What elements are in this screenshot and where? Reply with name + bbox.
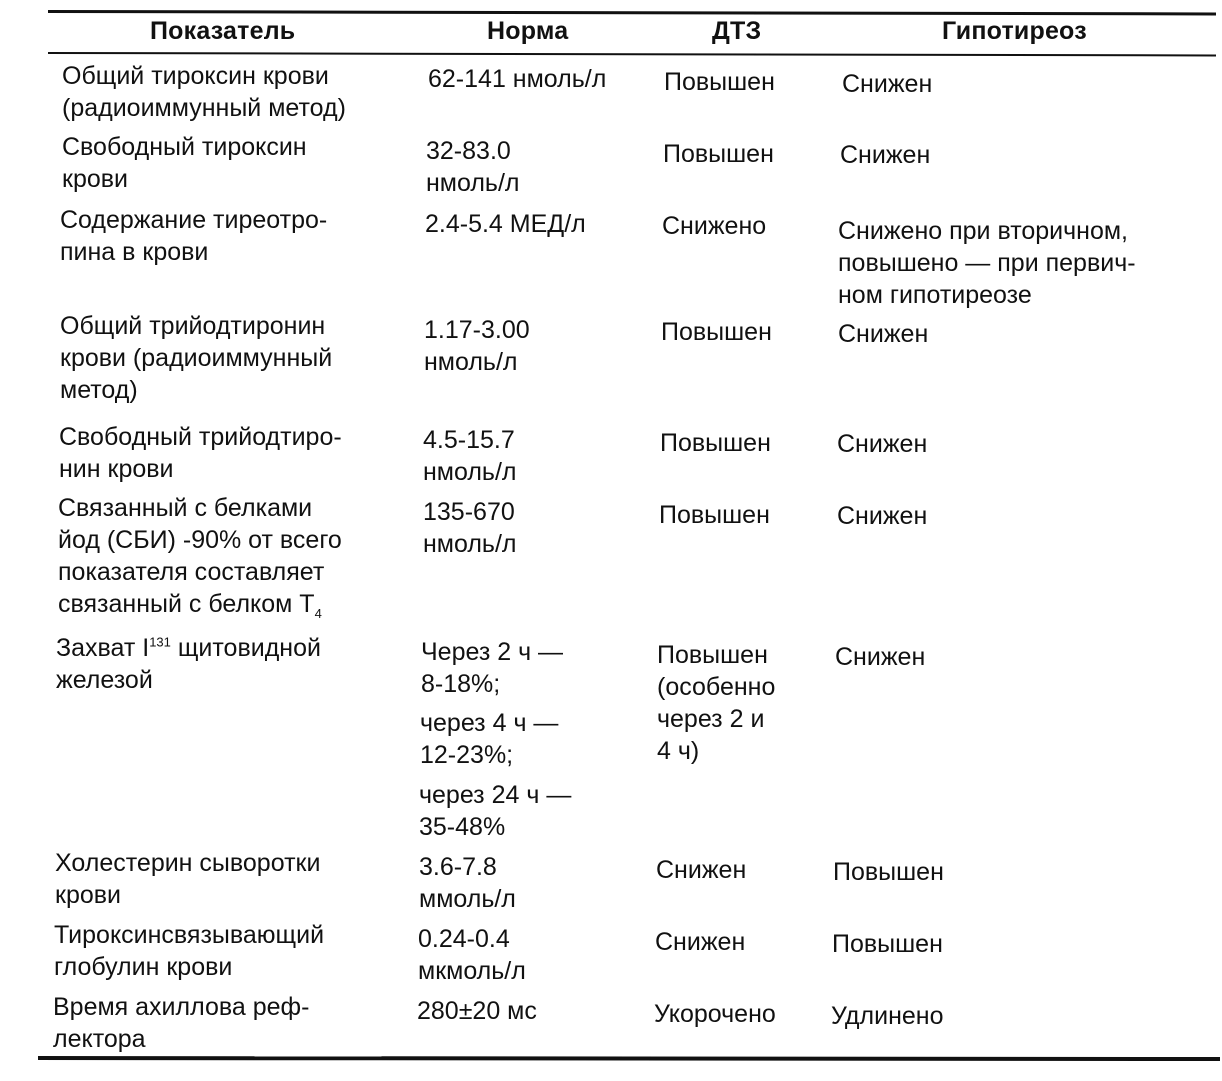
- indicator-subscript: 4: [314, 606, 322, 621]
- dtz-cell: Укорочено: [654, 1000, 776, 1028]
- indicator-cell: Время ахиллова реф- лектора: [53, 993, 310, 1053]
- hypothyroidism-cell: Снижен: [842, 70, 933, 98]
- indicator-cell: [56, 632, 416, 696]
- hypothyroidism-cell: Снижено при вторичном, повышено — при первич- ном гипотиреозе: [838, 217, 1136, 309]
- dtz-cell: Повышен: [661, 318, 772, 346]
- norm-cell: 32-83.0 нмоль/л: [426, 137, 520, 197]
- header-dtz: ДТЗ: [712, 17, 762, 45]
- indicator-cell: Свободный тироксин крови: [62, 133, 307, 193]
- dtz-cell: Повышен: [663, 140, 774, 168]
- hypothyroidism-cell: Повышен: [832, 930, 943, 958]
- indicator-cell: Содержание тиреотро- пина в крови: [60, 206, 328, 266]
- indicator-superscript: 131: [149, 634, 171, 650]
- norm-cell: 0.24-0.4 мкмоль/л: [418, 925, 526, 985]
- table-top-rule: [48, 10, 1216, 15]
- indicator-cell: Холестерин сыворотки крови: [55, 849, 321, 909]
- dtz-cell: Повышен: [659, 501, 770, 529]
- hypothyroidism-cell: Повышен: [833, 858, 944, 886]
- indicator-cell: [58, 492, 418, 620]
- norm-cell: 280±20 мс: [417, 997, 537, 1025]
- norm-cell: 1.17-3.00 нмоль/л: [424, 316, 530, 376]
- header-norm: Норма: [487, 17, 569, 45]
- indicator-text: Захват I: [56, 634, 150, 662]
- dtz-cell: Снижен: [656, 856, 747, 884]
- hypothyroidism-cell: Снижен: [838, 320, 929, 348]
- norm-cell: через 24 ч — 35-48%: [419, 781, 572, 841]
- hypothyroidism-cell: Снижен: [837, 502, 928, 530]
- table-bottom-rule: [38, 1056, 1220, 1061]
- norm-cell: 4.5-15.7 нмоль/л: [423, 426, 517, 486]
- hypothyroidism-cell: Удлинено: [831, 1002, 944, 1030]
- header-indicator: Показатель: [150, 17, 296, 45]
- hypothyroidism-cell: Снижен: [840, 141, 931, 169]
- dtz-cell: Повышен: [660, 429, 771, 457]
- dtz-cell: Снижен: [655, 928, 746, 956]
- hypothyroidism-cell: Снижен: [837, 430, 928, 458]
- norm-cell: через 4 ч — 12-23%;: [420, 709, 559, 769]
- indicator-cell: Общий тироксин крови (радиоиммунный метод): [62, 62, 346, 122]
- dtz-cell: Снижено: [662, 212, 767, 240]
- header-hypothyroidism: Гипотиреоз: [942, 17, 1087, 45]
- indicator-cell: Тироксинсвязывающий глобулин крови: [54, 921, 325, 981]
- dtz-cell: Повышен (особенно через 2 и 4 ч): [657, 641, 776, 765]
- indicator-cell: Общий трийодтиронин крови (радиоиммунный метод): [60, 312, 333, 404]
- indicator-cell: Свободный трийодтиро- нин крови: [59, 423, 342, 483]
- table-header-rule: [48, 52, 1216, 56]
- norm-cell: Через 2 ч — 8-18%;: [421, 638, 564, 698]
- norm-cell: 62-141 нмоль/л: [428, 65, 607, 93]
- norm-cell: 2.4-5.4 МЕД/л: [425, 210, 586, 238]
- norm-cell: 3.6-7.8 ммоль/л: [419, 853, 516, 913]
- norm-cell: 135-670 нмоль/л: [423, 498, 517, 558]
- dtz-cell: Повышен: [664, 68, 775, 96]
- indicator-text: Связанный с белками йод (СБИ) -90% от всего показателя составляет связанный с белком Т: [58, 494, 342, 618]
- hypothyroidism-cell: Снижен: [835, 643, 926, 671]
- indicator-text: щитовидной железой: [56, 634, 321, 694]
